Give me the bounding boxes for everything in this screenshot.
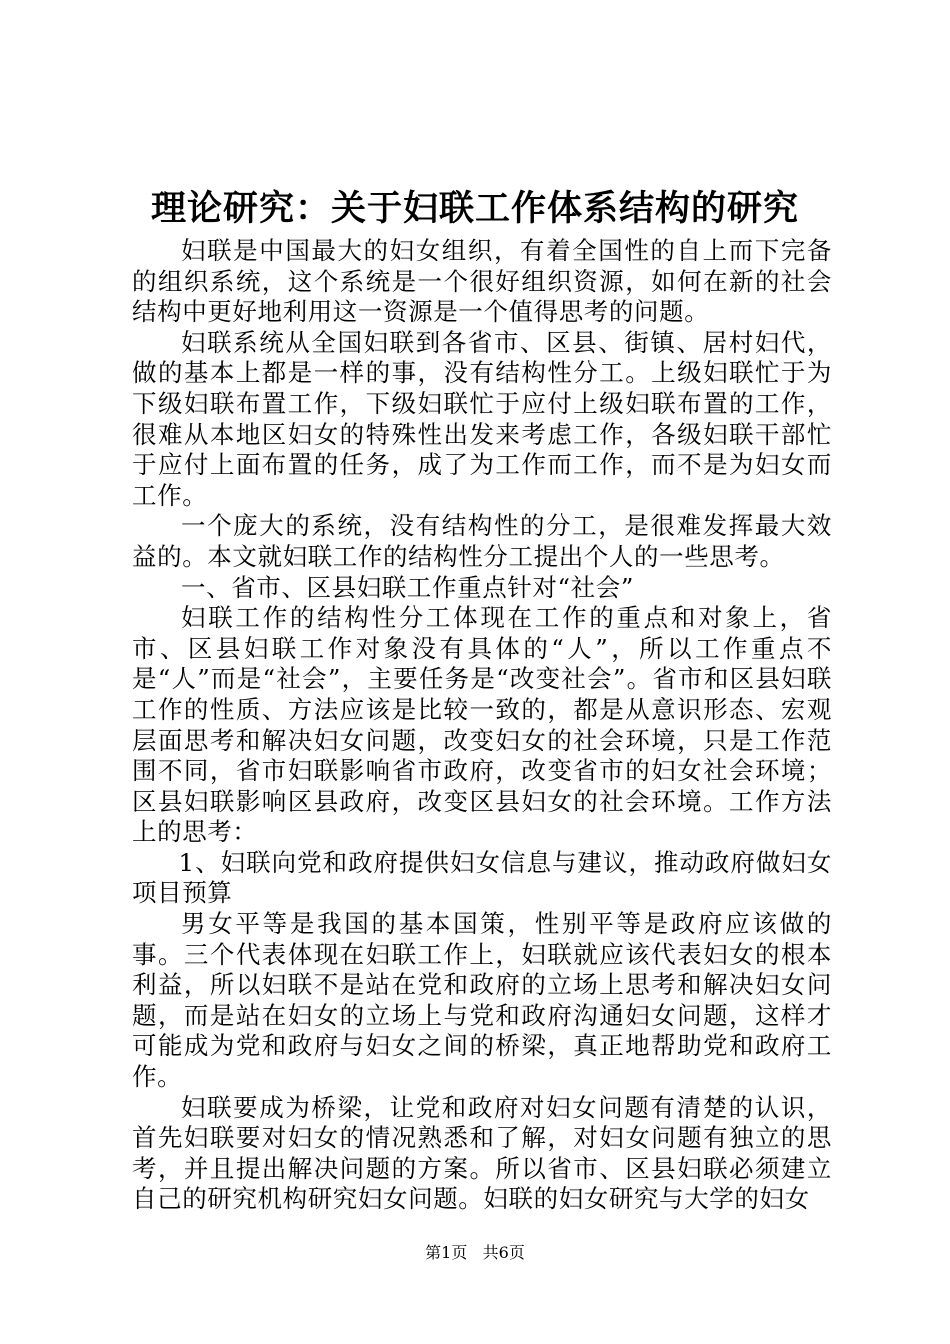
section-heading-1: 一、省市、区县妇联工作重点针对“社会” [181, 572, 634, 602]
page-total: 共6页 [482, 1243, 525, 1262]
paragraph-intro: 妇联是中国最大的妇女组织，有着全国性的自上而下完备的组织系统，这个系统是一个很好组织资源，如何在新的社会结构中更好地利用这一资源是一个值得思考的问题。 [132, 236, 832, 327]
page-footer [0, 1242, 950, 1264]
paragraph-equality: 男女平等是我国的基本国策，性别平等是政府应该做的事。三个代表体现在妇联工作上，妇联就应该代表妇女的根本利益，所以妇联不是站在党和政府的立场上思考和解决妇女问题，而是站在妇女的立场上与党和政府沟通妇女问题，这样才可能成为党和政府与妇女之间的桥梁，真正地帮助党和政府工作。 [132, 909, 832, 1092]
paragraph-purpose: 一个庞大的系统，没有结构性的分工，是很难发挥最大效益的。本文就妇联工作的结构性分工提出个人的一些思考。 [132, 511, 832, 571]
paragraph-section-1: 妇联工作的结构性分工体现在工作的重点和对象上，省市、区县妇联工作对象没有具体的“人”，所以工作重点不是“人”而是“社会”，主要任务是“改变社会”。省市和区县妇联工作的性质、方法应该是比较一致的，都是从意识形态、宏观层面思考和解决妇女问题，改变妇女的社会环境，只是工作范围不同，省市妇联影响省市政府，改变省市的妇女社会环境；区县妇联影响区县政府，改变区县妇女的社会环境。工作方法上的思考： [132, 603, 832, 847]
document-body [132, 236, 832, 1215]
subsection-heading-1: 1、妇联向党和政府提供妇女信息与建议，推动政府做妇女项目预算 [132, 847, 832, 908]
paragraph-bridge: 妇联要成为桥梁，让党和政府对妇女问题有清楚的认识，首先妇联要对妇女的情况熟悉和了解，对妇女问题有独立的思考，并且提出解决问题的方案。所以省市、区县妇联必须建立自己的研究机构研究妇女问题。妇联的妇女研究与大学的妇女 [132, 1092, 832, 1214]
paragraph-problem: 妇联系统从全国妇联到各省市、区县、街镇、居村妇代，做的基本上都是一样的事，没有结构性分工。上级妇联忙于为下级妇联布置工作，下级妇联忙于应付上级妇联布置的工作，很难从本地区妇女的特殊性出发来考虑工作，各级妇联干部忙于应付上面布置的任务，成了为工作而工作，而不是为妇女而工作。 [132, 327, 832, 510]
document-title: 理论研究：关于妇联工作体系结构的研究 [150, 188, 799, 229]
page-number: 第1页 [425, 1243, 468, 1262]
